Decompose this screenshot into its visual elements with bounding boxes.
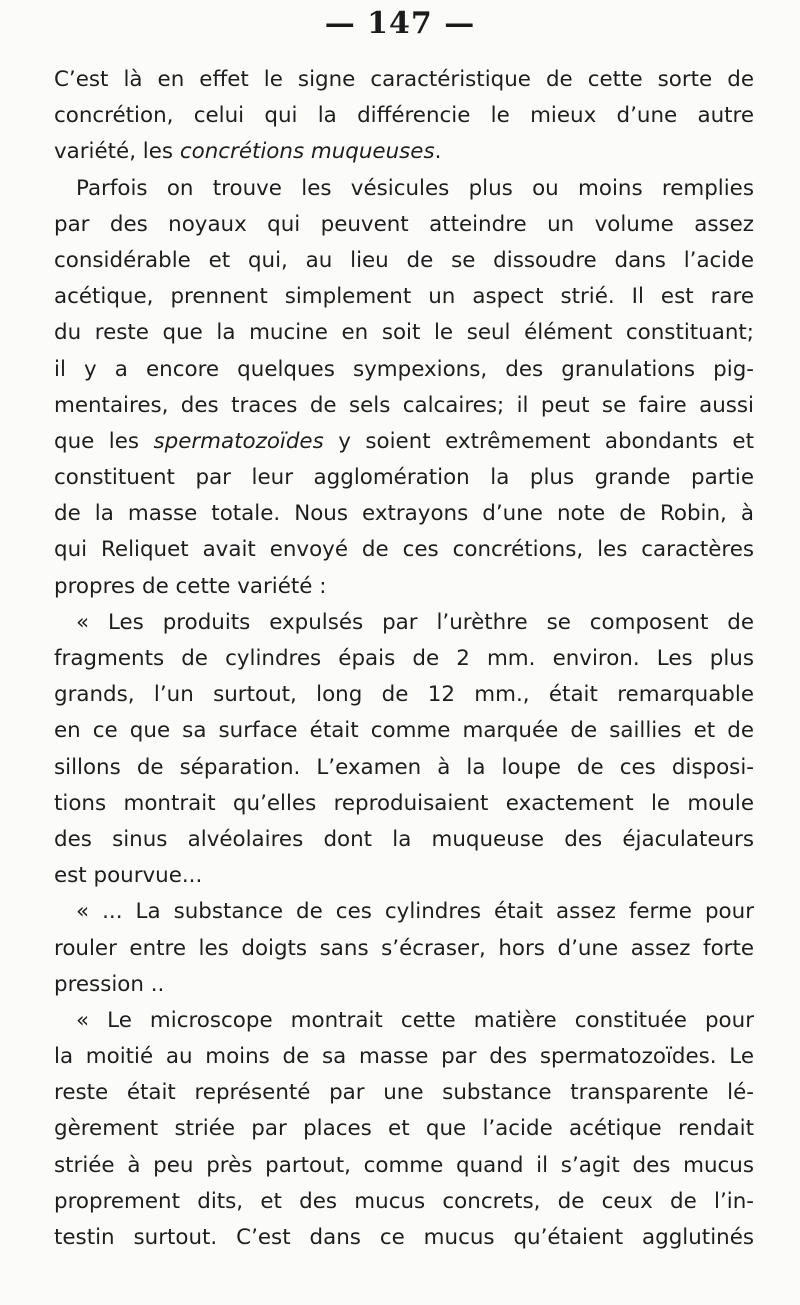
text-line: variété, les concrétions muqueuses. <box>54 139 442 165</box>
text-line: « ... La substance de ces cylindres était assez ferme pour <box>76 899 754 925</box>
text-line: tions montrait qu’elles reproduisaient exactement le moule <box>54 790 754 816</box>
text-line: testin surtout. C’est dans ce mucus qu’étaient agglutinés <box>54 1225 754 1250</box>
text-line: sillons de séparation. L’examen à la loupe de ces disposi- <box>54 754 754 780</box>
text-line: striée à peu près partout, comme quand il s’agit des mucus <box>54 1152 754 1178</box>
text-line: Parfois on trouve les vésicules plus ou moins remplies <box>76 175 754 201</box>
text-line: gèrement striée par places et que l’acide acétique rendait <box>54 1116 754 1142</box>
text-line: mentaires, des traces de sels calcaires; il peut se faire aussi <box>54 392 754 418</box>
text-line: C’est là en effet le signe caractéristique de cette sorte de <box>54 67 754 92</box>
text-line: des sinus alvéolaires dont la muqueuse des éjaculateurs <box>54 826 754 852</box>
text-line: est pourvue... <box>54 863 203 889</box>
text-line: « Le microscope montrait cette matière constituée pour <box>76 1007 754 1033</box>
page-number: — 147 — <box>324 6 476 41</box>
text-line: grands, l’un surtout, long de 12 mm., était remarquable <box>54 682 754 708</box>
text-line: en ce que sa surface était comme marquée de saillies et de <box>54 718 754 744</box>
body-text <box>54 62 754 1256</box>
text-line: propres de cette variété : <box>54 573 327 599</box>
text-line: proprement dits, et des mucus concrets, de ceux de l’in- <box>54 1188 754 1214</box>
text-line: fragments de cylindres épais de 2 mm. environ. Les plus <box>54 646 754 671</box>
text-line: il y a encore quelques sympexions, des granulations pig- <box>54 356 754 382</box>
text-line: du reste que la mucine en soit le seul élément constituant; <box>54 320 754 346</box>
italic-term: spermatozoïdes <box>153 428 324 454</box>
text-line: qui Reliquet avait envoyé de ces concrétions, les caractères <box>54 537 754 563</box>
text-line: de la masse totale. Nous extrayons d’une note de Robin, à <box>54 501 754 527</box>
text-line: par des noyaux qui peuvent atteindre un volume assez <box>54 211 754 237</box>
text-line: « Les produits expulsés par l’urèthre se composent de <box>76 609 754 635</box>
text-line: considérable et qui, au lieu de se dissoudre dans l’acide <box>54 247 754 273</box>
text-line: rouler entre les doigts sans s’écraser, hors d’une assez forte <box>54 935 754 961</box>
text-line: reste était représenté par une substance transparente lé- <box>54 1080 754 1106</box>
text-line: constituent par leur agglomération la plus grande partie <box>54 465 754 491</box>
text-line: pression .. <box>54 971 165 997</box>
text-line: que les spermatozoïdes y soient extrêmement abondants et <box>54 428 754 454</box>
text-line: concrétion, celui qui la différencie le mieux d’une autre <box>54 103 754 129</box>
italic-term: concrétions muqueuses <box>179 139 435 165</box>
text-line: acétique, prennent simplement un aspect strié. Il est rare <box>54 284 754 310</box>
text-line: la moitié au moins de sa masse par des spermatozoïdes. Le <box>54 1044 754 1070</box>
